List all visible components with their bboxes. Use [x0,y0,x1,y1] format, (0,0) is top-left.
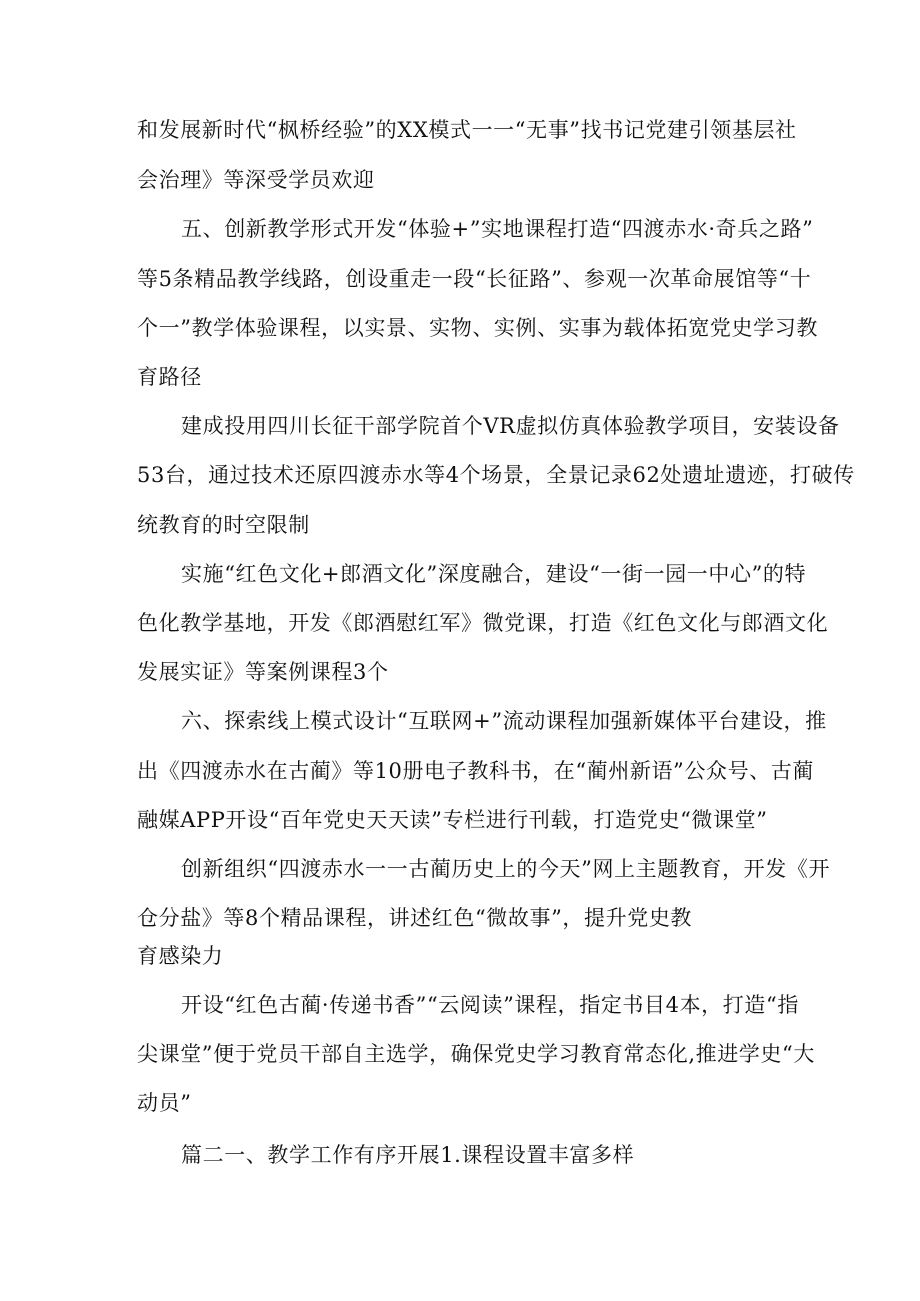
text-line: 尖课堂”便于党员干部自主选学，确保党史学习教育常态化,推进学史“大 [137,1042,815,1066]
text-line: 仓分盐》等8个精品课程，讲述红色“微故事”，提升党史教 [137,906,693,930]
paragraph-start: 建成投用四川长征干部学院首个VR虚拟仿真体验教学项目，安装设备 [181,414,840,438]
text-line: 出《四渡赤水在古蔺》等10册电子教科书，在“蔺州新语”公众号、古蔺 [137,759,814,783]
paragraph-start: 实施“红色文化+郎酒文化”深度融合，建设“一街一园一中心”的特 [181,562,807,586]
text-line: 会治理》等深受学员欢迎 [137,168,375,192]
text-line: 色化教学基地，开发《郎酒慰红军》微党课，打造《红色文化与郎酒文化 [137,611,829,635]
text-line: 育路径 [137,365,202,389]
section-heading: 篇二一、教学工作有序开展1.课程设置丰富多样 [181,1143,635,1167]
text-line: 融媒APP开设“百年党史天天读”专栏进行刊载，打造党史“微课堂” [137,808,768,832]
paragraph-start: 创新组织“四渡赤水一一古蔺历史上的今天”网上主题教育，开发《开 [181,857,831,881]
text-line: 统教育的时空限制 [137,513,310,537]
text-line: 动员” [137,1091,192,1115]
text-line: 个一”教学体验课程，以实景、实物、实例、实事为载体拓宽党史学习教 [137,316,818,340]
paragraph-heading: 五、创新教学形式开发“体验+”实地课程打造“四渡赤水·奇兵之路” [181,217,814,241]
text-line: 和发展新时代“枫桥经验”的XX模式一一“无事”找书记党建引领基层社 [137,118,797,142]
text-line: 发展实证》等案例课程3个 [137,660,389,684]
text-line: 育感染力 [137,944,224,968]
text-line: 53台，通过技术还原四渡赤水等4个场景，全景记录62处遗址遗迹，打破传 [137,463,855,487]
text-line: 等5条精品教学线路，创设重走一段“长征路”、参观一次革命展馆等“十 [137,267,812,291]
paragraph-heading: 六、探索线上模式设计“互联网+”流动课程加强新媒体平台建设，推 [181,709,827,733]
paragraph-start: 开设“红色古蔺·传递书香”“云阅读”课程，指定书目4本，打造“指 [181,993,799,1017]
